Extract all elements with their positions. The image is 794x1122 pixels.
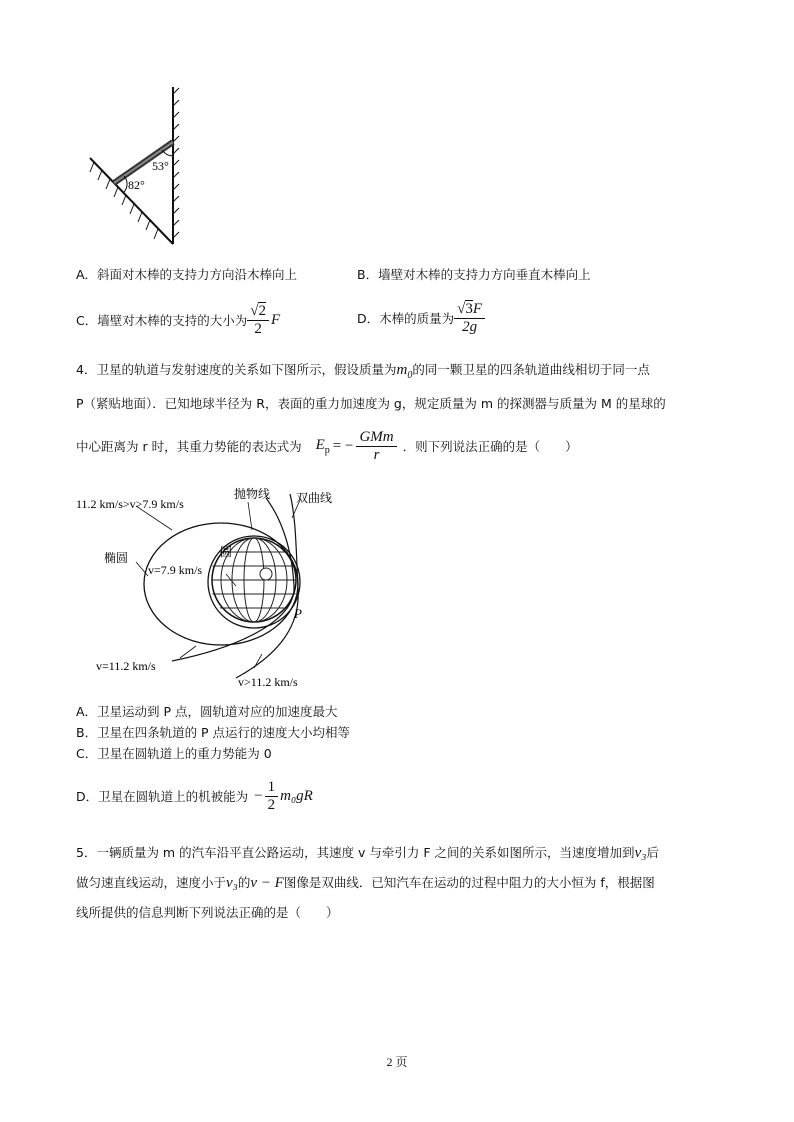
m0gR: m₀gR [280, 787, 313, 804]
q5-line-1-b: 后 [646, 845, 659, 860]
angle-53-label: 53° [152, 159, 169, 173]
formula-fraction [356, 429, 396, 464]
q3-option-c-fraction: $\frac{√2}{2}$ [247, 303, 269, 338]
q5-line-3: 线所提供的信息判断下列说法正确的是（ ） [76, 905, 339, 920]
label-point-p: P [294, 606, 302, 621]
var-F: F [270, 311, 281, 328]
q4-option-d-text: D．卫星在圆轨道上的机被能为 [76, 789, 249, 804]
label-circle: 圆 [220, 545, 233, 559]
label-vgt112: v>11.2 km/s [238, 675, 298, 689]
m0-symbol [396, 362, 413, 381]
q4-line-1-b: 的同一颗卫星的四条轨道曲线相切于同一点 [412, 362, 650, 377]
q3-rod-figure [86, 84, 186, 254]
q4-orbit-figure [76, 478, 376, 698]
q4-option-b: B．卫星在四条轨道的 P 点运行的速度大小均相等 [76, 725, 351, 740]
q5-line-1-a: 5．一辆质量为 m 的汽车沿平直公路运动，其速度 v 与牵引力 F 之间的关系如图所示，当速度增加到 [76, 845, 635, 860]
q4-stem [76, 356, 716, 418]
ep-sub: p [324, 444, 330, 456]
q3-option-d [357, 290, 485, 346]
q3-option-a: A．斜面对木棒的支持力方向沿木棒向上 [76, 267, 298, 282]
ep-E: E [315, 436, 325, 453]
q4-option-a: A．卫星运动到 P 点，圆轨道对应的加速度最大 [76, 704, 338, 719]
q3-option-d-fraction: $\frac{√3F}{2g}$ [454, 301, 485, 336]
m0-m: m [396, 362, 408, 378]
q5-line-2-b: 的 [237, 875, 251, 890]
label-v79: v=7.9 km/s [148, 563, 203, 577]
q3-option-c-text: C．墙壁对木棒的支持的大小为 [76, 313, 248, 328]
minus-sign: − [254, 787, 263, 804]
v3-symbol-1: v₃ [634, 845, 647, 861]
q4-option-d-fraction [265, 779, 279, 814]
label-v112: v=11.2 km/s [96, 659, 156, 673]
formula-numerator: GMm [356, 429, 396, 447]
q4-line-2: P（紧贴地面）．已知地球半径为 R，表面的重力加速度为 g，规定质量为 m 的探测器与质量为 M 的星球的 [76, 396, 666, 411]
q4-line-3-b: ．则下列说法正确的是（ ） [402, 439, 578, 454]
var-F-num: F [472, 300, 483, 317]
q4-line-3-a: 中心距离为 r 时，其重力势能的表达式为 [76, 439, 302, 454]
q5-line-2-c: 图像是双曲线．已知汽车在运动的过程中阻力的大小恒为 f，根据图 [283, 875, 655, 890]
angle-82-label: 82° [128, 178, 145, 192]
q3-option-c [76, 295, 280, 345]
denominator-2: 2 [254, 320, 262, 337]
q5-line-1 [76, 838, 716, 868]
label-hyperbola: 双曲线 [296, 491, 333, 505]
label-ellipse-speed: 11.2 km/s>v>7.9 km/s [76, 497, 184, 511]
formula-equals: = − [332, 437, 354, 454]
page-number: 2 页 [386, 1055, 408, 1069]
q4-line-1 [76, 356, 716, 390]
formula-ep [316, 437, 330, 456]
label-parabola: 抛物线 [234, 487, 271, 501]
q3-option-d-text: D．木棒的质量为 [357, 311, 455, 326]
q3-option-b: B．墙壁对木棒的支持力方向垂直木棒向上 [357, 267, 591, 282]
q4-option-d [76, 770, 313, 822]
fraction-2: 2 [267, 796, 276, 813]
denominator-2g: 2g [462, 318, 478, 335]
q4-option-c: C．卫星在圆轨道上的重力势能为 0 [76, 746, 272, 761]
v3-symbol-2: v₃ [226, 875, 238, 891]
q5-stem [76, 838, 716, 927]
q4-line-1-a: 4．卫星的轨道与发射速度的关系如下图所示，假设质量为 [76, 362, 397, 377]
m0-sub: 0 [407, 370, 413, 381]
label-ellipse: 椭圆 [104, 551, 129, 565]
sqrt-2: 2 [258, 302, 266, 319]
q4-line-3 [76, 420, 578, 472]
q5-line-2-a: 做匀速直线运动，速度小于 [76, 875, 227, 890]
fraction-1: 1 [265, 779, 279, 797]
formula-denominator: r [373, 446, 380, 463]
v-f-symbol: v − F [250, 875, 284, 891]
sqrt-3: 3 [465, 300, 473, 317]
q5-line-2 [76, 868, 716, 898]
